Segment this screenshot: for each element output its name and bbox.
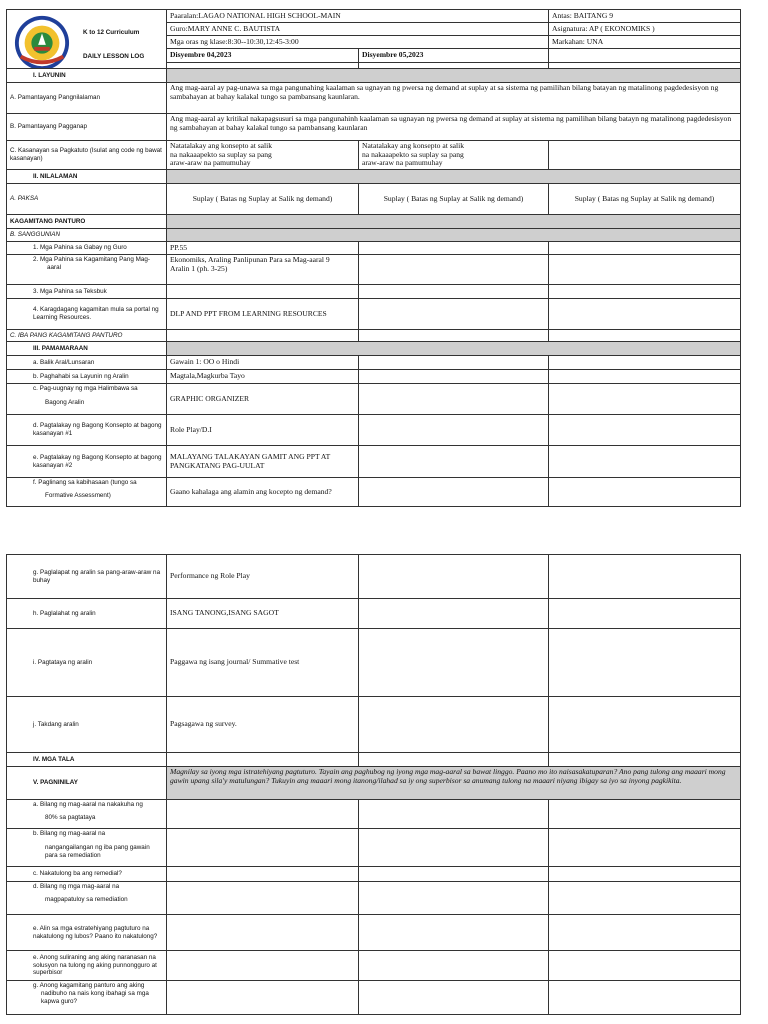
balik-aral-label: a. Balik Aral/Lunsaran [7,356,167,370]
paksa-3: Suplay ( Batas ng Suplay at Salik ng demand) [549,184,741,215]
kasanayan-value-1: Natatalakay ang konsepto at salik na nakaaapekto sa suplay sa pang araw-araw na pamumuhay [167,141,359,170]
paaralan-field: Paaralan:LAGAO NATIONAL HIGH SCHOOL-MAIN [167,10,549,23]
paglalahat-label: h. Paglalahat ng aralin [7,599,167,629]
kasanayan-label: C. Kasanayan sa Pagkatuto (Isulat ang code ng bawat kasanayan) [7,141,167,170]
section-pagninilay: V. PAGNINILAY [7,767,167,800]
q-remediation-label: b. Bilang ng mag-aaral na nangangailangan ng iba pang gawain para sa remediation [7,829,167,867]
kasanayan-value-2: Natatalakay ang konsepto at salik na nakaaapekto sa suplay sa pang araw-araw na pamumuhay [359,141,549,170]
paksa-label: A. PAKSA [7,184,167,215]
q-magpapatuloy-label: d. Bilang ng mga mag-aaral na magpapatuloy sa remediation [7,882,167,915]
paglalapat-value: Performance ng Role Play [167,555,359,599]
bagong-konsepto-2-label: e. Pagtalakay ng Bagong Konsepto at bagong kasanayan #2 [7,446,167,478]
learning-resources-label: 4. Karagdagang kagamitan mula sa portal ng Learning Resources. [7,299,167,330]
section-layunin: I. LAYUNIN [7,69,167,83]
section-mga-tala: IV. MGA TALA [7,753,167,767]
pamantayang-pangnilalaman-label: A. Pamantayang Pangnilalaman [7,83,167,114]
takdang-aralin-label: j. Takdang aralin [7,697,167,753]
pag-uugnay-value: GRAPHIC ORGANIZER [167,384,359,415]
gabay-guro-label: 1. Mga Pahina sa Gabay ng Guro [7,242,167,255]
date-3 [549,49,741,63]
takdang-aralin-value: Pagsagawa ng survey. [167,697,359,753]
iba-pang-kagamitan-heading: C. IBA PANG KAGAMITANG PANTURO [7,330,167,342]
curriculum-label: K to 12 Curriculum [83,29,140,36]
paghahabi-value: Magtala,Magkurba Tayo [167,370,359,384]
date-2: Disyembre 05,2023 [359,49,549,63]
teksbuk-label: 3. Mga Pahina sa Teksbuk [7,285,167,299]
kagamitang-panturo-heading: KAGAMITANG PANTURO [7,215,167,229]
kagamitang-mag-aaral-value: Ekonomiks, Araling Panlipunan Para sa Mag-aaral 9 Aralin 1 (ph. 3-25) [167,255,359,285]
pagtataya-label: i. Pagtataya ng aralin [7,629,167,697]
kabihasaan-value: Gaano kahalaga ang alamin ang kocepto ng demand? [167,478,359,507]
oras-field: Mga oras ng klase:8:30--10:30,12:45-3:00 [167,36,549,49]
bagong-konsepto-1-value: Role Play/D.I [167,415,359,446]
kagamitang-mag-aaral-label: 2. Mga Pahina sa Kagamitang Pang Mag- aaral [7,255,167,285]
kabihasaan-label: f. Paglinang sa kabihasaan (tungo sa Formative Assessment) [7,478,167,507]
paglalahat-value: ISANG TANONG,ISANG SAGOT [167,599,359,629]
pagninilay-instructions: Magnilay sa iyong mga istratehiyang pagtuturo. Tayain ang paghubog ng iyong mga mag-aaral sa bawat linggo. Paano mo ito naisasakatuparan? Ano pang tulong ang maaari mong gawin upang sila'y matulungan? Tukuyin ang maaari mong itanong/ilahad sa iy ong superbisor sa anumang tulong na maaari niyang ibigay sa iyo sa inyong pagkikita. [167,767,741,800]
paksa-1: Suplay ( Batas ng Suplay at Salik ng demand) [167,184,359,215]
q-nakakuha-label: a. Bilang ng mag-aaral na nakakuha ng 80% sa pagtataya [7,800,167,829]
paksa-2: Suplay ( Batas ng Suplay at Salik ng demand) [359,184,549,215]
pamantayang-pagganap-value: Ang mag-aaral ay kritikal nakapagsusuri sa mga pangunahinh kaalaman sa ugnayan ng pwersa ng demand at suplay at sistema ng pamilihan bilang batayn ng matalinong pagdedesisyon ng sambahayan at bahay kalakal tungo sa pambansang kaunlaran [167,114,741,141]
paghahabi-label: b. Paghahabi sa Layunin ng Aralin [7,370,167,384]
pamantayang-pagganap-label: B. Pamantayang Pagganap [7,114,167,141]
paglalapat-label: g. Paglalapat ng aralin sa pang-araw-araw na buhay [7,555,167,599]
section-nilalaman: II. NILALAMAN [7,170,167,184]
pag-uugnay-label: c. Pag-uugnay ng mga Halimbawa sa Bagong Aralin [7,384,167,415]
learning-resources-value: DLP AND PPT FROM LEARNING RESOURCES [167,299,359,330]
q-suliranin-label: e. Anong suliraning ang aking naranasan na solusyon na tulong ng aking punnongguro at superbisor [7,951,167,981]
section-pamamaraan: III. PAMAMARAAN [7,342,167,356]
date-1: Disyembre 04,2023 [167,49,359,63]
q-kagamitang-panturo-label: g. Anong kagamitang panturo ang aking nadibuho na nais kong ibahagi sa mga kapwa guro? [7,981,167,1015]
bagong-konsepto-2-value: MALAYANG TALAKAYAN GAMIT ANG PPT AT PANGKATANG PAG-UULAT [167,446,359,478]
sanggunian-heading: B. SANGGUNIAN [7,229,167,242]
gabay-guro-value: PP.55 [167,242,359,255]
markahan-field: Markahan: UNA [549,36,741,49]
q-estratehiya-label: e. Alin sa mga estratehiyang pagtuturo na nakatulong ng lubos? Paano ito nakatulong? [7,915,167,951]
pamantayang-pangnilalaman-value: Ang mag-aaral ay pag-unawa sa mga pangunahing kaalaman sa ugnayan ng pwersa ng demand at suplay at sa sistema ng pamilihan bilang batayan ng matalinong pagdedesisyon ng sambahayan at bahay kalakal tungo sa pambansang kaunlaran. [167,83,741,114]
log-title: DAILY LESSON LOG [83,53,145,60]
antas-field: Antas: BAITANG 9 [549,10,741,23]
asignatura-field: Asignatura: AP ( EKONOMIKS ) [549,23,741,36]
guro-field: Guro:MARY ANNE C. BAUTISTA [167,23,549,36]
lesson-log-table-page1 [6,9,741,507]
school-seal-icon [13,14,71,69]
q-remedial-label: c. Nakatulong ba ang remedial? [7,867,167,882]
school-header [7,10,167,69]
lesson-log-table-page2 [6,554,741,1015]
pagtataya-value: Paggawa ng isang journal/ Summative test [167,629,359,697]
balik-aral-value: Gawain 1: OO o Hindi [167,356,359,370]
bagong-konsepto-1-label: d. Pagtalakay ng Bagong Konsepto at bagong kasanayan #1 [7,415,167,446]
